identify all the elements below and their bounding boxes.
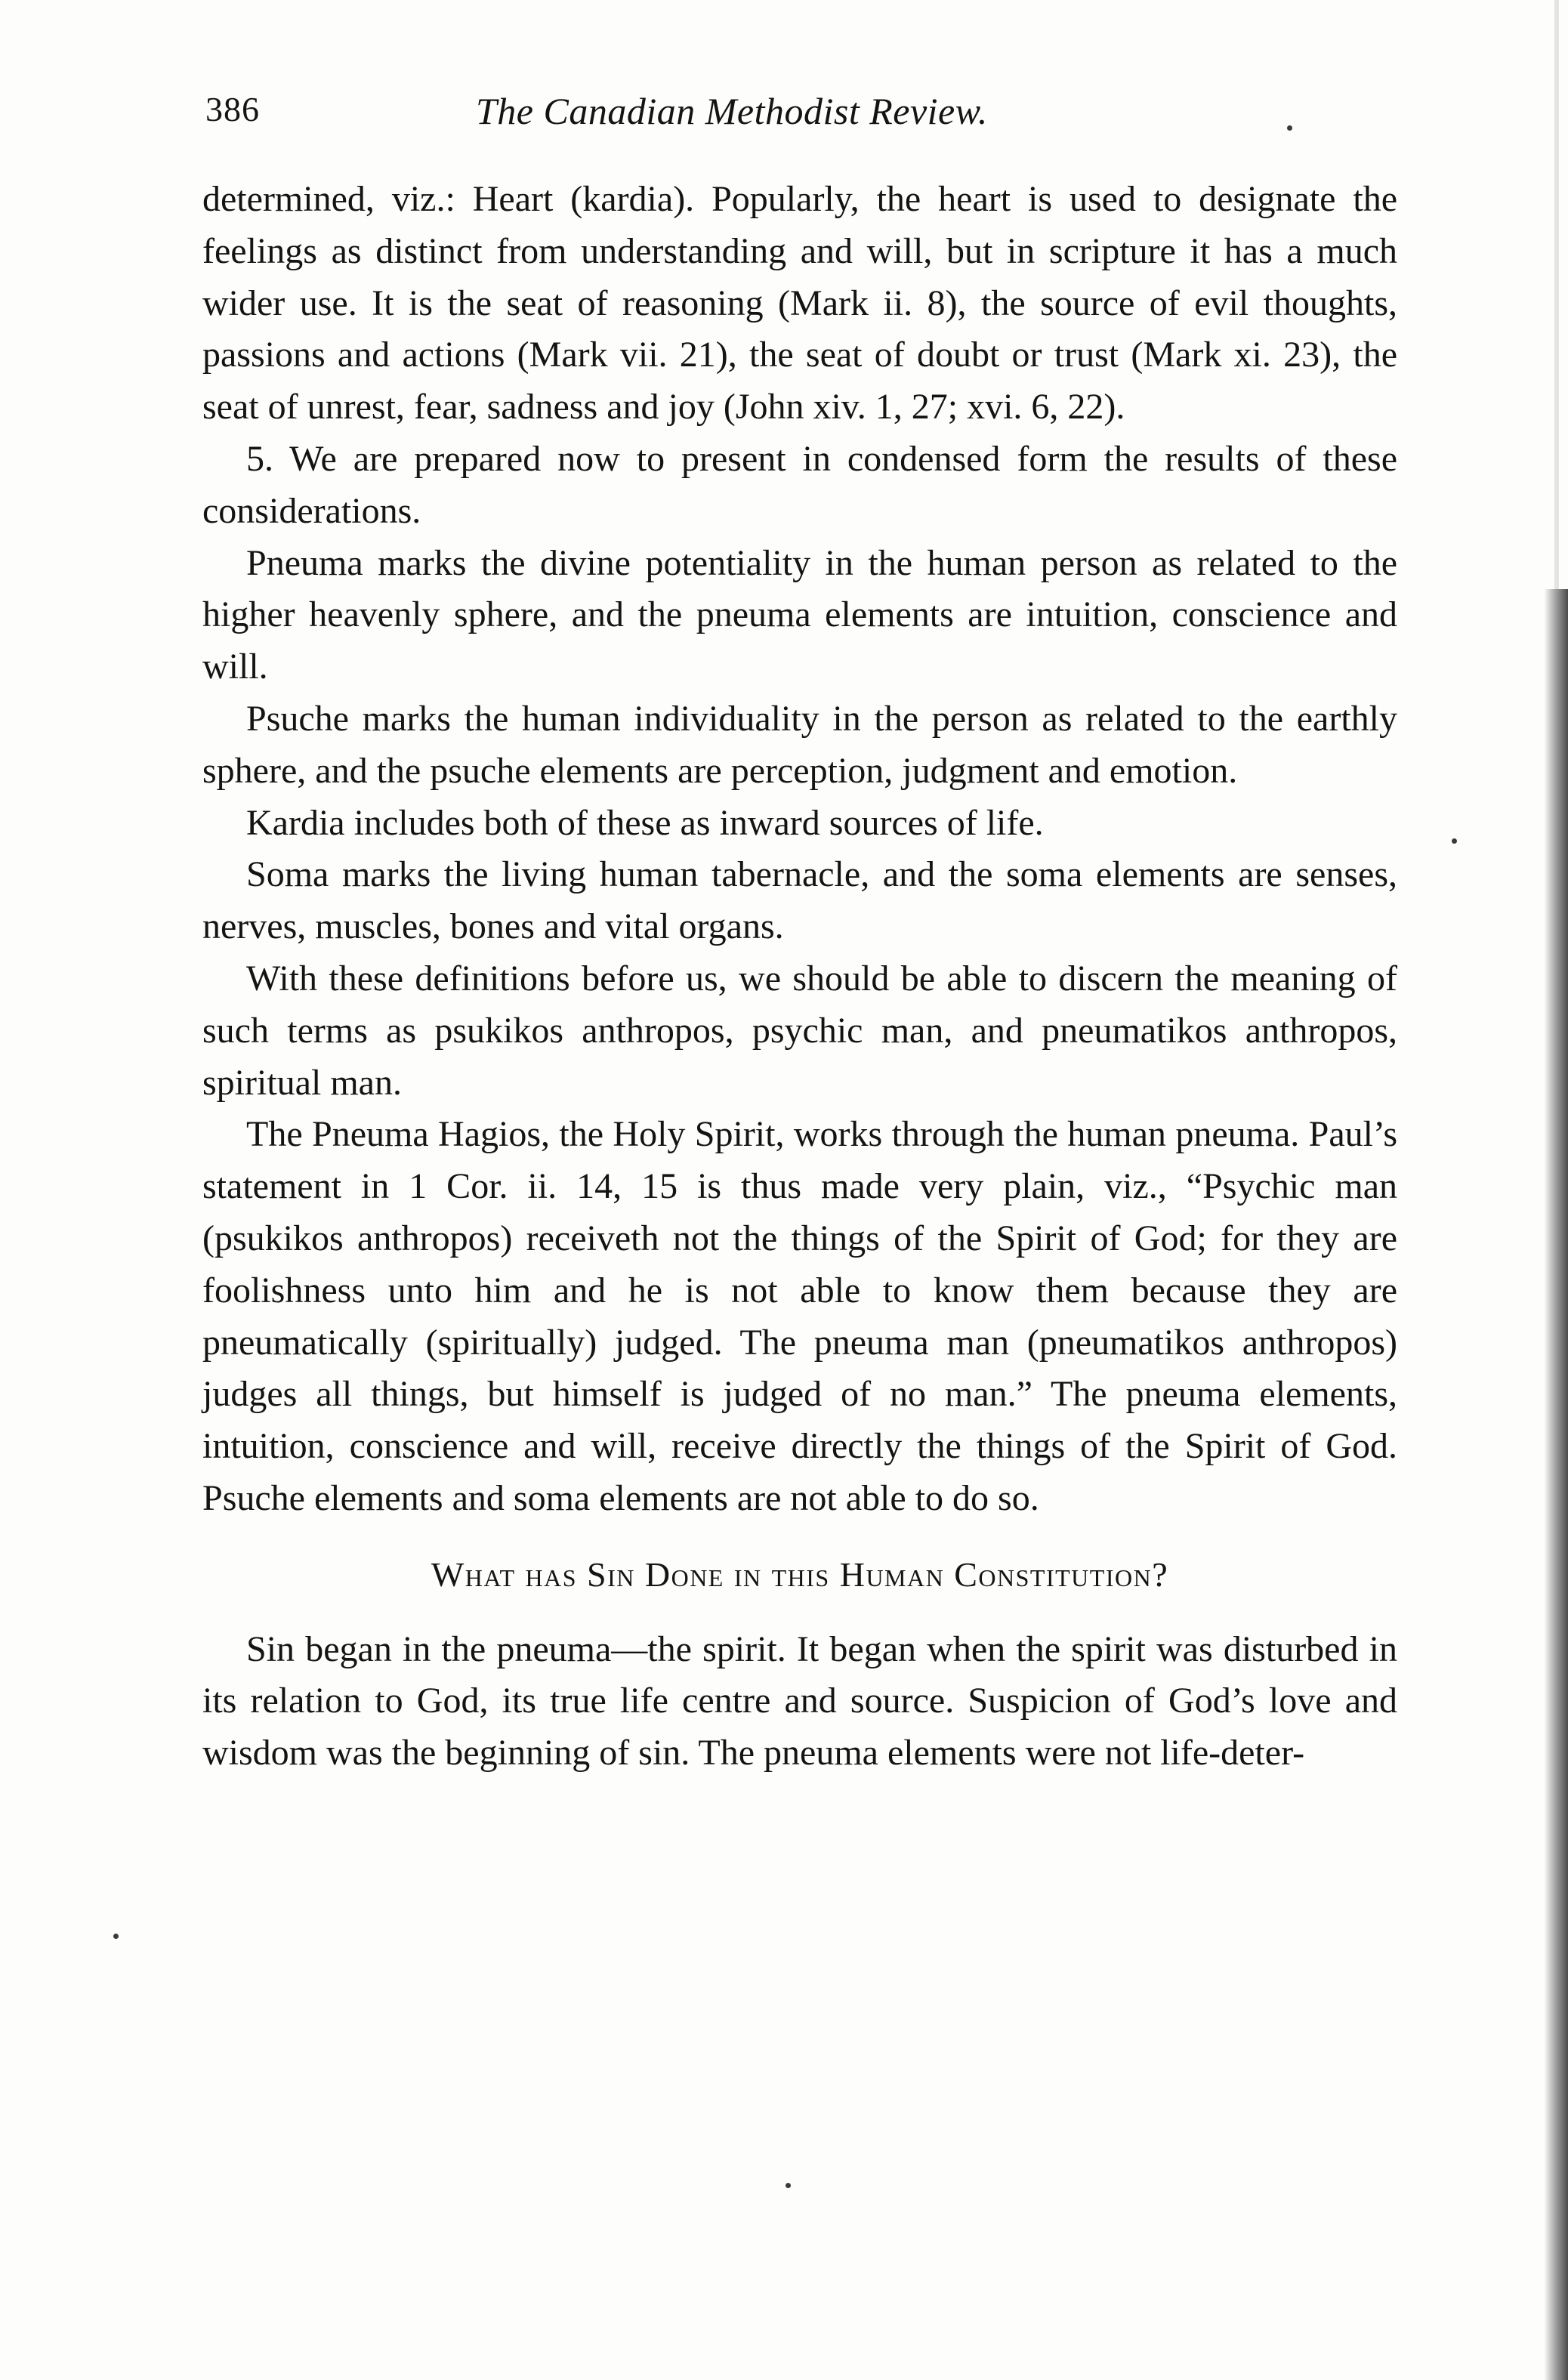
section-heading: What has Sin Done in this Human Constitution?: [431, 1554, 1169, 1594]
page-header: [205, 89, 1399, 157]
paragraph-summary-intro: 5. We are prepared now to present in condensed form the results of these considerations.: [202, 438, 1397, 531]
ink-speck: [1287, 125, 1292, 131]
ink-speck: [113, 1934, 119, 1939]
running-title: The Canadian Methodist Review.: [476, 90, 988, 132]
page-number: 386: [205, 90, 260, 128]
scan-edge-shadow: [1544, 589, 1568, 2380]
body-text: [202, 174, 1397, 1780]
paragraph-pneuma: Pneuma marks the divine potentiality in the human person as related to the higher heavenly sphere, and the pneuma elements are intuition, conscience and will.: [202, 542, 1397, 687]
scan-edge-top: [1554, 0, 1559, 589]
paragraph-psuche: Psuche marks the human individuality in the person as related to the earthly sphere, and the psuche elements are perception, judgment and emotion.: [202, 698, 1397, 791]
ink-speck: [786, 2183, 791, 2188]
ink-speck: [1452, 838, 1457, 844]
paragraph-soma: Soma marks the living human tabernacle, and the soma elements are senses, nerves, muscles, bones and vital organs.: [202, 854, 1397, 947]
paragraph-kardia: Kardia includes both of these as inward sources of life.: [246, 802, 1044, 843]
paragraph-sin: Sin began in the pneuma—the spirit. It began when the spirit was disturbed in its relation to God, its true life centre and source. Suspicion of God’s love and wisdom was the beginning of sin. The pneuma elements were not life-deter-: [202, 1628, 1397, 1773]
paragraph-heart: determined, viz.: Heart (kardia). Popularly, the heart is used to designate the feelings as distinct from understanding and will, but in scripture it has a much wider use. It is the seat of reasoning (Mark ii. 8), the source of evil thoughts, passions and actions (Mark vii. 21), the seat of doubt or trust (Mark xi. 23), the seat of unrest, fear, sadness and joy (John xiv. 1, 27; xvi. 6, 22).: [202, 179, 1397, 428]
paragraph-definitions: With these definitions before us, we should be able to discern the meaning of such terms as psukikos anthropos, psychic man, and pneumatikos anthropos, spiritual man.: [202, 958, 1397, 1103]
paragraph-holy-spirit: The Pneuma Hagios, the Holy Spirit, works through the human pneuma. Paul’s statement in 1 Cor. ii. 14, 15 is thus made very plain, viz., “Psychic man (psukikos anthropos) receiveth not the things of the Spirit of God; for they are foolishness unto him and he is not able to know them because they are pneumatically (spiritually) judged. The pneuma man (pneumatikos anthropos) judges all things, but himself is judged of no man.” The pneuma elements, intuition, conscience and will, receive directly the things of the Spirit of God. Psuche elements and soma elements are not able to do so.: [202, 1114, 1397, 1518]
